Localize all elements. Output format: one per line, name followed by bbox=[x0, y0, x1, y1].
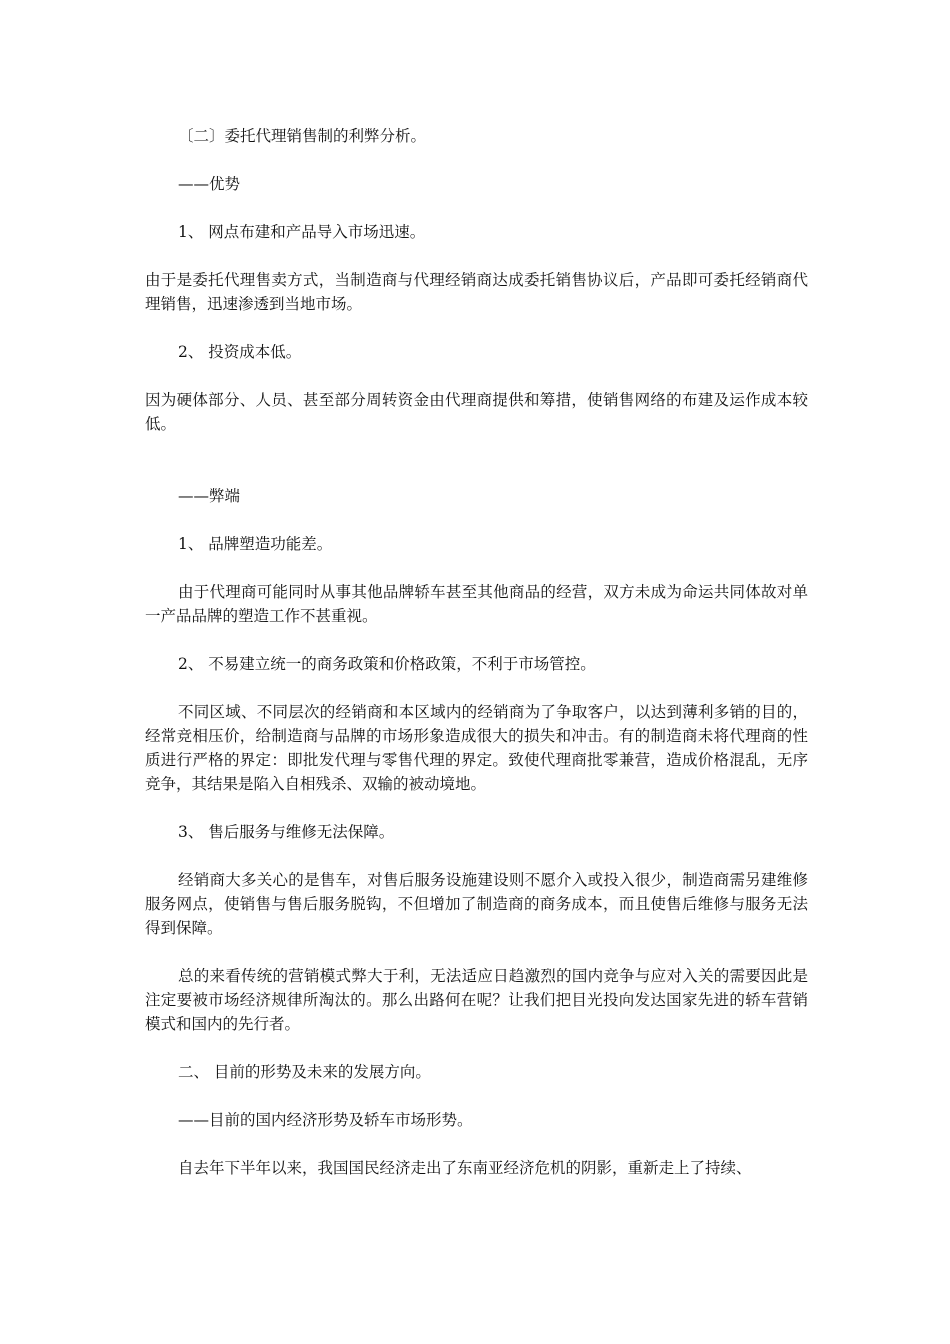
section-2-paragraph: 自去年下半年以来，我国国民经济走出了东南亚经济危机的阴影，重新走上了持续、 bbox=[178, 1159, 752, 1177]
disadvantage-3-paragraph: 经销商大多关心的是售车，对售后服务设施建设则不愿介入或投入很少，制造商需另建维修服务网点，使销售与售后服务脱钩，不但增加了制造商的商务成本，而且使售后维修与服务无法得到保障。 bbox=[145, 871, 808, 937]
advantages-heading: ——优势 bbox=[178, 175, 241, 193]
disadvantage-1-title: 1、 品牌塑造功能差。 bbox=[178, 535, 333, 553]
section-2-title: 二、 目前的形势及未来的发展方向。 bbox=[178, 1063, 431, 1081]
disadvantage-2-title: 2、 不易建立统一的商务政策和价格政策，不利于市场管控。 bbox=[178, 655, 596, 673]
section-heading: 〔二〕委托代理销售制的利弊分析。 bbox=[178, 127, 427, 145]
document-body bbox=[145, 124, 808, 1180]
advantage-2-paragraph: 因为硬体部分、人员、甚至部分周转资金由代理商提供和筹措，使销售网络的布建及运作成本较低。 bbox=[145, 391, 808, 433]
advantage-1-paragraph: 由于是委托代理售卖方式，当制造商与代理经销商达成委托销售协议后，产品即可委托经销商代理销售，迅速渗透到当地市场。 bbox=[145, 271, 808, 313]
disadvantage-3-title: 3、 售后服务与维修无法保障。 bbox=[178, 823, 395, 841]
advantage-1-title: 1、 网点布建和产品导入市场迅速。 bbox=[178, 223, 426, 241]
advantage-2-title: 2、 投资成本低。 bbox=[178, 343, 302, 361]
section-2-subheading: ——目前的国内经济形势及轿车市场形势。 bbox=[178, 1111, 473, 1129]
disadvantages-heading: ——弊端 bbox=[178, 487, 241, 505]
summary-paragraph: 总的来看传统的营销模式弊大于利，无法适应日趋激烈的国内竞争与应对入关的需要因此是注定要被市场经济规律所淘汰的。那么出路何在呢？让我们把目光投向发达国家先进的轿车营销模式和国内的先行者。 bbox=[145, 967, 808, 1033]
disadvantage-2-paragraph: 不同区域、不同层次的经销商和本区域内的经销商为了争取客户，以达到薄利多销的目的，经常竞相压价，给制造商与品牌的市场形象造成很大的损失和冲击。有的制造商未将代理商的性质进行严格的界定：即批发代理与零售代理的界定。致使代理商批零兼营，造成价格混乱，无序竞争，其结果是陷入自相残杀、双输的被动境地。 bbox=[145, 703, 808, 793]
disadvantage-1-paragraph: 由于代理商可能同时从事其他品牌轿车甚至其他商品的经营，双方未成为命运共同体故对单一产品品牌的塑造工作不甚重视。 bbox=[145, 583, 808, 625]
